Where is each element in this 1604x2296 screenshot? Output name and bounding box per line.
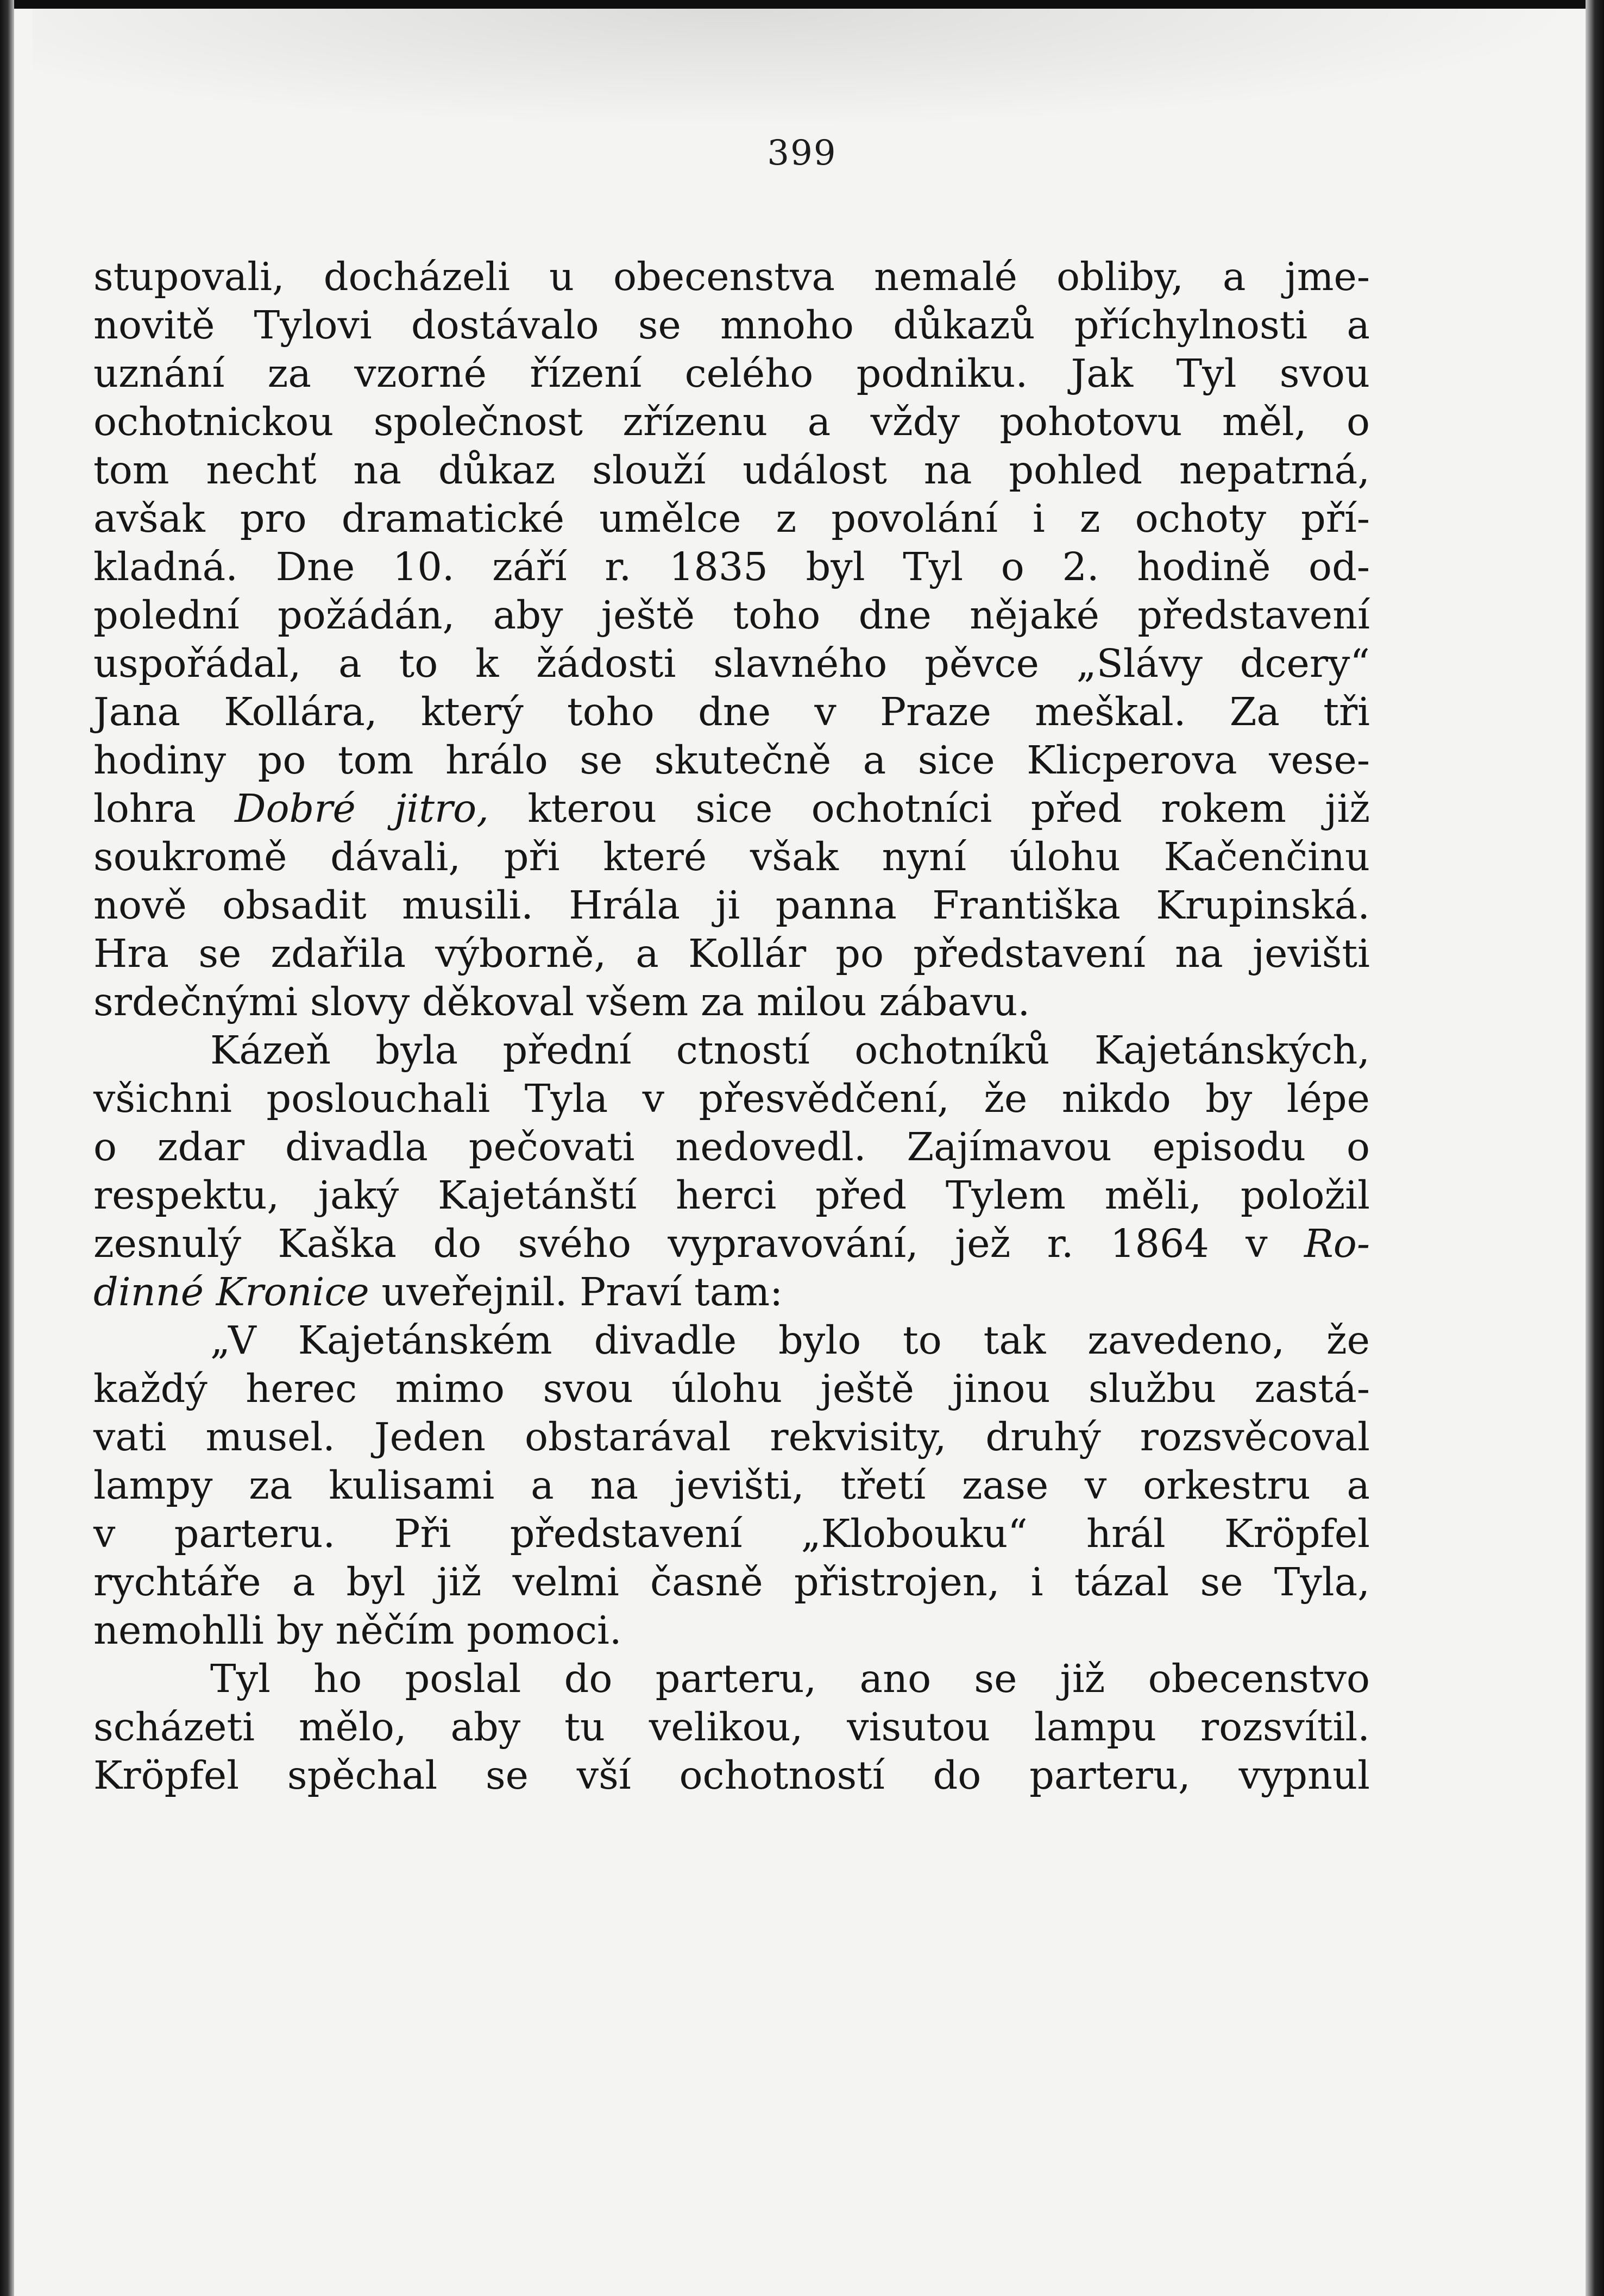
text-line <box>93 591 1370 639</box>
text-line <box>93 398 1370 446</box>
text-segment: „V Kajetánském divadle bylo to tak zavedeno, že <box>210 1318 1370 1363</box>
text-segment: Tyl ho poslal do parteru, ano se již obecenstvo <box>210 1656 1370 1701</box>
text-line <box>93 1171 1370 1219</box>
text-line <box>93 1268 1370 1316</box>
text-line <box>93 929 1370 978</box>
text-line <box>93 253 1370 301</box>
text-line <box>93 1123 1370 1171</box>
text-segment: nemohlli by něčím pomoci. <box>93 1608 622 1653</box>
text-line <box>93 1751 1370 1800</box>
text-segment: soukromě dávali, při které však nyní úlohu Kačenčinu <box>93 834 1370 879</box>
text-line <box>93 1364 1370 1413</box>
text-segment: kterou sice ochotníci před rokem již <box>488 786 1370 831</box>
scan-edge-right <box>1586 0 1604 2296</box>
text-segment: zesnulý Kaška do svého vypravování, jež r. 1864 v <box>93 1221 1304 1266</box>
text-line <box>93 1606 1370 1655</box>
text-line <box>93 1316 1370 1364</box>
text-line <box>93 1558 1370 1606</box>
text-line <box>93 1026 1370 1074</box>
italic-title: dinné Kronice <box>93 1269 369 1314</box>
text-line <box>93 1703 1370 1751</box>
text-segment: všichni poslouchali Tyla v přesvědčení, že nikdo by lépe <box>93 1076 1370 1121</box>
text-line <box>93 978 1370 1026</box>
scan-edge-top <box>0 0 1604 9</box>
text-segment: uznání za vzorné řízení celého podniku. Jak Tyl svou <box>93 351 1370 396</box>
text-segment: o zdar divadla pečovati nedovedl. Zajímavou episodu o <box>93 1124 1370 1169</box>
text-line <box>93 494 1370 543</box>
text-segment: Hra se zdařila výborně, a Kollár po představení na jevišti <box>93 931 1370 976</box>
text-segment: novitě Tylovi dostávalo se mnoho důkazů příchylnosti a <box>93 303 1370 348</box>
text-line <box>93 1509 1370 1558</box>
text-segment: Kázeň byla přední ctností ochotníků Kajetánských, <box>210 1028 1370 1073</box>
italic-title: Ro- <box>1304 1221 1370 1266</box>
text-line <box>93 639 1370 688</box>
scan-edge-left <box>0 0 14 2296</box>
text-line <box>93 446 1370 494</box>
text-segment: uveřejnil. Praví tam: <box>369 1269 783 1314</box>
text-segment: hodiny po tom hrálo se skutečně a sice Klicperova vese- <box>93 738 1370 783</box>
text-line <box>93 1219 1370 1268</box>
text-line <box>93 1461 1370 1509</box>
text-line <box>93 349 1370 398</box>
text-line <box>93 736 1370 784</box>
text-segment: ochotnickou společnost zřízenu a vždy pohotovu měl, o <box>93 399 1370 444</box>
text-segment: každý herec mimo svou úlohu ještě jinou službu zastá- <box>93 1366 1370 1411</box>
text-segment: stupovali, docházeli u obecenstva nemalé obliby, a jme- <box>93 254 1370 299</box>
text-line <box>93 1655 1370 1703</box>
text-line <box>93 784 1370 833</box>
text-segment: nově obsadit musili. Hrála ji panna Františka Krupinská. <box>93 883 1370 928</box>
text-line <box>93 881 1370 929</box>
text-segment: Kröpfel spěchal se vší ochotností do parteru, vypnul <box>93 1753 1370 1798</box>
text-segment: vati musel. Jeden obstarával rekvisity, druhý rozsvěcoval <box>93 1414 1370 1460</box>
text-segment: scházeti mělo, aby tu velikou, visutou lampu rozsvítil. <box>93 1704 1370 1750</box>
text-segment: tom nechť na důkaz slouží událost na pohled nepatrná, <box>93 448 1370 493</box>
text-segment: lohra <box>93 786 235 831</box>
text-segment: lampy za kulisami a na jevišti, třetí zase v orkestru a <box>93 1463 1370 1508</box>
text-segment: polední požádán, aby ještě toho dne nějaké představení <box>93 593 1370 638</box>
text-line <box>93 688 1370 736</box>
text-segment: rychtáře a byl již velmi časně přistrojen, i tázal se Tyla, <box>93 1559 1370 1605</box>
text-segment: kladná. Dne 10. září r. 1835 byl Tyl o 2. hodině od- <box>93 544 1370 589</box>
scan-shadow <box>33 9 1586 128</box>
text-line <box>93 1074 1370 1123</box>
text-line <box>93 301 1370 349</box>
text-line <box>93 543 1370 591</box>
text-segment: avšak pro dramatické umělce z povolání i z ochoty pří- <box>93 496 1370 541</box>
text-segment: respektu, jaký Kajetánští herci před Tylem měli, položil <box>93 1173 1370 1218</box>
page-number: 399 <box>767 133 837 173</box>
text-line <box>93 833 1370 881</box>
body-text <box>93 253 1370 1800</box>
text-segment: uspořádal, a to k žádosti slavného pěvce „Slávy dcery“ <box>93 641 1370 686</box>
text-segment: v parteru. Při představení „Klobouku“ hrál Kröpfel <box>93 1511 1370 1556</box>
italic-title: Dobré jitro, <box>235 786 489 831</box>
text-line <box>93 1413 1370 1461</box>
text-segment: srdečnými slovy děkoval všem za milou zábavu. <box>93 979 1030 1024</box>
text-segment: Jana Kollára, který toho dne v Praze meškal. Za tři <box>93 689 1370 734</box>
